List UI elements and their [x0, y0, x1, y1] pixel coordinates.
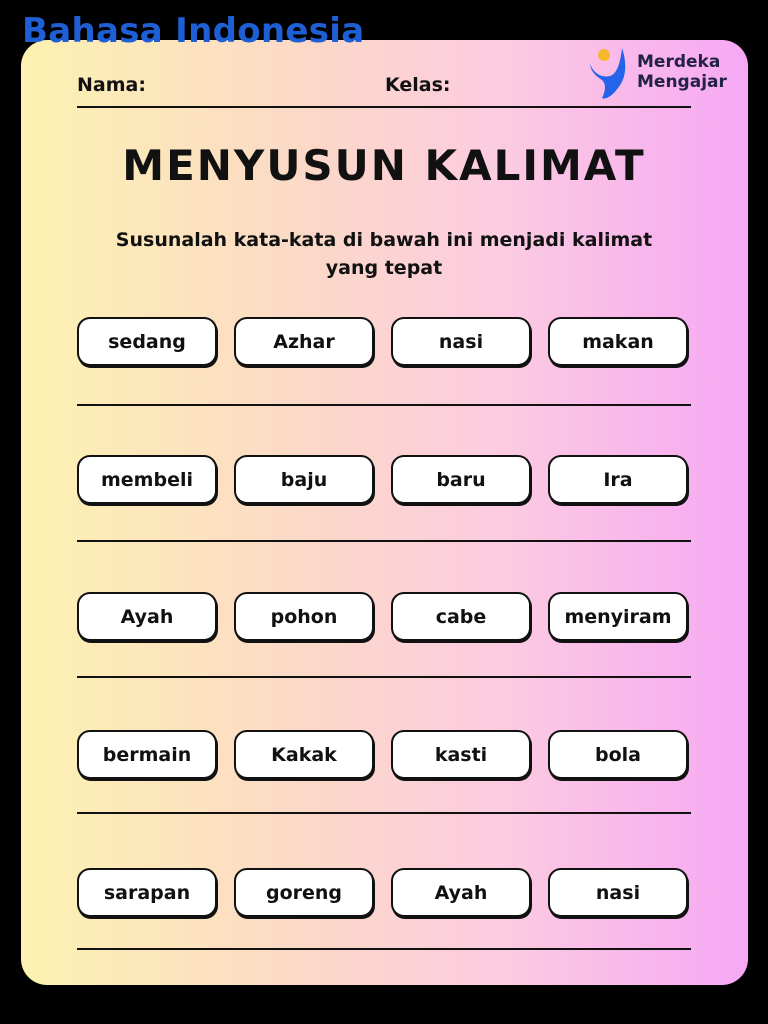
- logo-line-1: Merdeka: [637, 52, 721, 72]
- word-chip: menyiram: [548, 592, 688, 641]
- word-row-2: [77, 455, 691, 507]
- word-chip: baru: [391, 455, 531, 504]
- answer-line-2: [77, 540, 691, 542]
- word-chip: Ayah: [77, 592, 217, 641]
- class-label: Kelas:: [385, 74, 451, 96]
- word-chip: makan: [548, 317, 688, 366]
- word-chip: nasi: [548, 868, 688, 917]
- word-chip: bola: [548, 730, 688, 779]
- name-label: Nama:: [77, 74, 146, 96]
- word-chip: baju: [234, 455, 374, 504]
- word-row-5: [77, 868, 691, 920]
- word-chip: bermain: [77, 730, 217, 779]
- word-row-3: [77, 592, 691, 644]
- instruction-text: Susunalah kata-kata di bawah ini menjadi kalimat yang tepat: [115, 229, 653, 279]
- word-chip: Ira: [548, 455, 688, 504]
- logo-wordmark: [637, 52, 727, 92]
- merdeka-mengajar-logo: [588, 46, 738, 100]
- worksheet-title: MENYUSUN KALIMAT: [122, 141, 646, 190]
- word-chip: goreng: [234, 868, 374, 917]
- merdeka-mengajar-logo-icon: [588, 46, 632, 100]
- header-underline: [77, 106, 691, 108]
- word-chip: membeli: [77, 455, 217, 504]
- answer-line-1: [77, 404, 691, 406]
- logo-line-2: Mengajar: [637, 72, 727, 92]
- subject-label: Bahasa Indonesia: [22, 11, 365, 51]
- answer-line-4: [77, 812, 691, 814]
- answer-line-5: [77, 948, 691, 950]
- word-chip: kasti: [391, 730, 531, 779]
- word-chip: Azhar: [234, 317, 374, 366]
- answer-line-3: [77, 676, 691, 678]
- word-chip: Kakak: [234, 730, 374, 779]
- word-chip: sedang: [77, 317, 217, 366]
- word-chip: Ayah: [391, 868, 531, 917]
- word-row-1: [77, 317, 691, 369]
- word-chip: nasi: [391, 317, 531, 366]
- word-chip: pohon: [234, 592, 374, 641]
- word-row-4: [77, 730, 691, 782]
- word-chip: cabe: [391, 592, 531, 641]
- word-chip: sarapan: [77, 868, 217, 917]
